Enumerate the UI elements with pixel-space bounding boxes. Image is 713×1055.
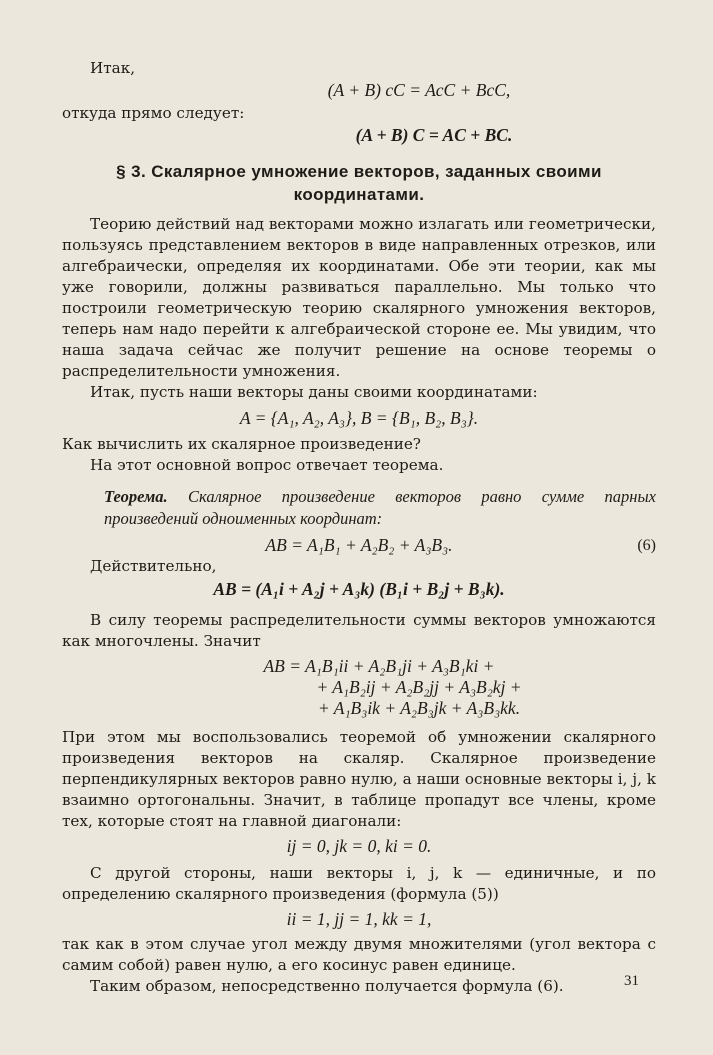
formula-zero: ij = 0, jk = 0, ki = 0. bbox=[286, 836, 432, 856]
question-line: Как вычислить их скалярное произведение? bbox=[62, 435, 421, 453]
paragraph-5: С другой стороны, наши векторы i, j, k — единичные, и по определению скалярного произведения (формула (5)) bbox=[62, 864, 656, 903]
formula-distributive-2: (A + B) C = AC + BC. bbox=[355, 125, 513, 145]
paragraph-7: Таким образом, непосредственно получается формула (6). bbox=[90, 977, 564, 995]
page-number: 31 bbox=[624, 973, 639, 989]
formula-6-row bbox=[62, 535, 656, 556]
formula-6: AB = A₁B₁ + A₂B₂ + A₃B₃. bbox=[265, 535, 453, 555]
main-text bbox=[62, 214, 656, 997]
expansion-line-3: + A₁B₃ik + A₂B₃jk + A₃B₃kk. bbox=[317, 698, 521, 718]
paragraph-6: так как в этом случае угол между двумя множителями (угол вектора с самим собой) равен нулю, а его косинус равен единице. bbox=[62, 935, 656, 974]
intro-block bbox=[62, 58, 656, 146]
text-line: Итак, bbox=[90, 59, 136, 77]
text-line: откуда прямо следует: bbox=[62, 104, 245, 122]
paragraph-4: При этом мы воспользовались теоремой об умножении скалярного произведения векторов на скаляр. Скалярное произведение перпендикулярных векторов равно нулю, а наши основные векторы i, j, k взаимно ортогональны. Значит, в таблице пропадут все члены, кроме тех, которые стоят на главной диагонали: bbox=[62, 728, 656, 830]
text-line: Действительно, bbox=[90, 557, 217, 575]
formula-product: AB = (A₁i + A₂j + A₃k) (B₁i + B₂j + B₃k). bbox=[213, 579, 505, 599]
paragraph-1: Теорию действий над векторами можно излагать или геометрически, пользуясь представлением векторов в виде направленных отрезков, или алгебраически, определяя их координатами. Обе эти теории, как мы уже говорили, должны развиваться параллельно. Мы только что построили геометрическую теорию скалярного умножения векторов, теперь нам надо перейти к алгебраической стороне ее. Мы увидим, что наша задача сейчас же получит решение на основе теоремы о распределительности умножения. bbox=[62, 215, 656, 380]
paragraph-2: Итак, пусть наши векторы даны своими координатами: bbox=[90, 383, 538, 401]
answer-line: На этот основной вопрос отвечает теорема. bbox=[90, 456, 444, 474]
expansion-line-2: + A₁B₂ij + A₂B₂jj + A₃B₂kj + bbox=[316, 677, 522, 697]
section-title-line-2: координатами. bbox=[293, 185, 425, 204]
expansion-line-1: AB = A₁B₁ii + A₂B₁ji + A₃B₁ki + bbox=[263, 656, 495, 676]
section-heading bbox=[62, 160, 656, 206]
formula-vectors: A = {A₁, A₂, A₃}, B = {B₁, B₂, B₃}. bbox=[239, 408, 479, 428]
paragraph-3: В силу теоремы распределительности суммы векторов умножаются как многочлены. Значит bbox=[62, 611, 656, 650]
formula-one: ii = 1, jj = 1, kk = 1, bbox=[286, 909, 432, 929]
formula-distributive-1: (A + B) cC = AcC + BcC, bbox=[327, 80, 511, 100]
formula-number: (6) bbox=[637, 537, 656, 554]
section-title-line-1: § 3. Скалярное умножение векторов, заданных своими bbox=[116, 162, 602, 181]
theorem: Теорема. Скалярное произведение векторов равно сумме парных произведений одноименных координат: bbox=[104, 487, 656, 528]
